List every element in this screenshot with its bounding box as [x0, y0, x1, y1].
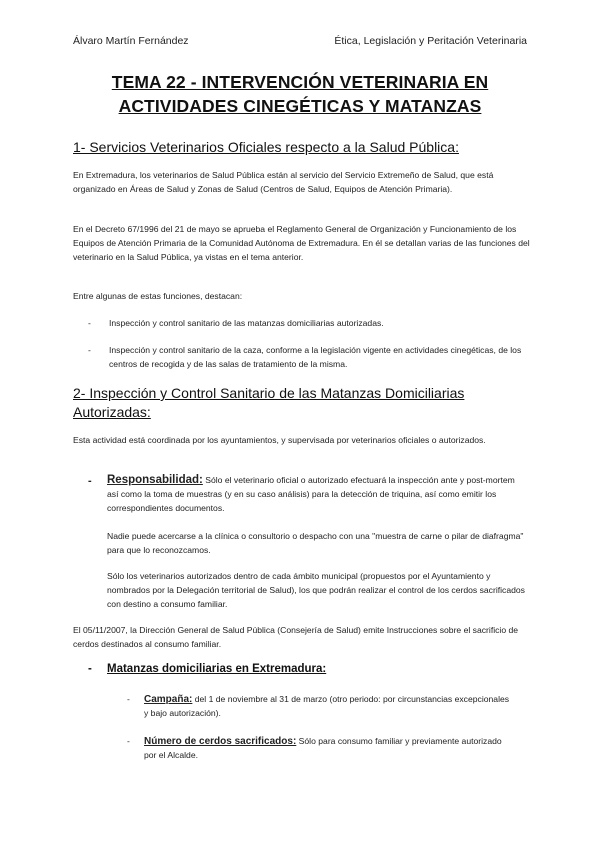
campaign-text: del 1 de noviembre al 31 de marzo (otro periodo: por circunstancias excepcionales y bajo autorización).	[144, 694, 510, 718]
title-line-1: TEMA 22 - INTERVENCIÓN VETERINARIA EN	[111, 72, 489, 92]
section-2-heading	[73, 384, 533, 422]
list-dash: -	[127, 694, 130, 704]
responsibility-paragraph-3: Sólo los veterinarios autorizados dentro de cada ámbito municipal (propuestos por el Ayuntamiento y nombrados por la Delegación territorial de Salud), los que podrán realizar el control de los cerdos sacrificados con destino a consumo familiar.	[107, 571, 525, 609]
campaign-label: Campaña:	[144, 694, 193, 705]
responsibility-text: Sólo el veterinario oficial o autorizado efectuará la inspección ante y post-mortem así como la toma de muestras (y en su caso análisis) para la detección de triquina, así como emitir los correspondientes documentos.	[107, 475, 515, 513]
responsibility-text-block	[107, 474, 527, 515]
section-1-paragraph-3: Entre algunas de estas funciones, destacan:	[73, 291, 243, 301]
list-dash: -	[127, 736, 130, 746]
pig-count-text: Sólo para consumo familiar y previamente autorizado por el Alcalde.	[144, 736, 502, 760]
document-title	[60, 70, 540, 118]
header-course: Ética, Legislación y Peritación Veterinaria	[334, 35, 527, 47]
section-1-paragraph-1: En Extremadura, los veterinarios de Salud Pública están al servicio del Servicio Extremeño de Salud, que está organizado en Áreas de Salud y Zonas de Salud (Centros de Salud, Equipos de Atención Primaria).	[73, 170, 494, 194]
section-2-paragraph-1: Esta actividad está coordinada por los ayuntamientos, y supervisada por veterinarios oficiales o autorizados.	[73, 435, 486, 445]
list-dash: -	[88, 318, 91, 328]
pig-count-text-block	[144, 735, 514, 763]
list-dash: -	[88, 663, 92, 675]
section-2-heading-line-2: Autorizadas:	[73, 404, 151, 420]
list-item-text: Inspección y control sanitario de las matanzas domiciliarias autorizadas.	[109, 318, 384, 328]
list-dash: -	[88, 345, 91, 355]
section-2-heading-line-1: 2- Inspección y Control Sanitario de las Matanzas Domiciliarias	[73, 385, 465, 401]
section-1-paragraph-2: En el Decreto 67/1996 del 21 de mayo se aprueba el Reglamento General de Organización y Funcionamiento de los Equipos de Atención Primaria de la Comunidad Autónoma de Extremadura. En él se detallan varias de las funciones del veterinario en la Salud Pública, ya vistas en el tema anterior.	[73, 224, 530, 262]
section-1-heading: 1- Servicios Veterinarios Oficiales respecto a la Salud Pública:	[73, 139, 459, 155]
section-2-paragraph-2: El 05/11/2007, la Dirección General de Salud Pública (Consejería de Salud) emite Instrucciones sobre el sacrificio de cerdos destinados al consumo familiar.	[73, 625, 519, 649]
responsibility-paragraph-2: Nadie puede acercarse a la clínica o consultorio o despacho con una "muestra de carne o pilar de diafragma" para que lo reconozcamos.	[107, 531, 524, 555]
list-item-text: Inspección y control sanitario de la caza, conforme a la legislación vigente en actividades cinegéticas, de los centros de recogida y de las salas de tratamiento de la misma.	[109, 345, 522, 369]
responsibility-label: Responsabilidad:	[107, 474, 203, 486]
list-dash: -	[88, 475, 92, 487]
pig-count-label: Número de cerdos sacrificados:	[144, 736, 297, 747]
matanzas-heading-text: Matanzas domiciliarias en Extremadura:	[107, 663, 327, 675]
title-line-2: ACTIVIDADES CINEGÉTICAS Y MATANZAS	[118, 96, 482, 116]
header-author: Álvaro Martín Fernández	[73, 35, 189, 47]
campaign-text-block	[144, 693, 514, 721]
